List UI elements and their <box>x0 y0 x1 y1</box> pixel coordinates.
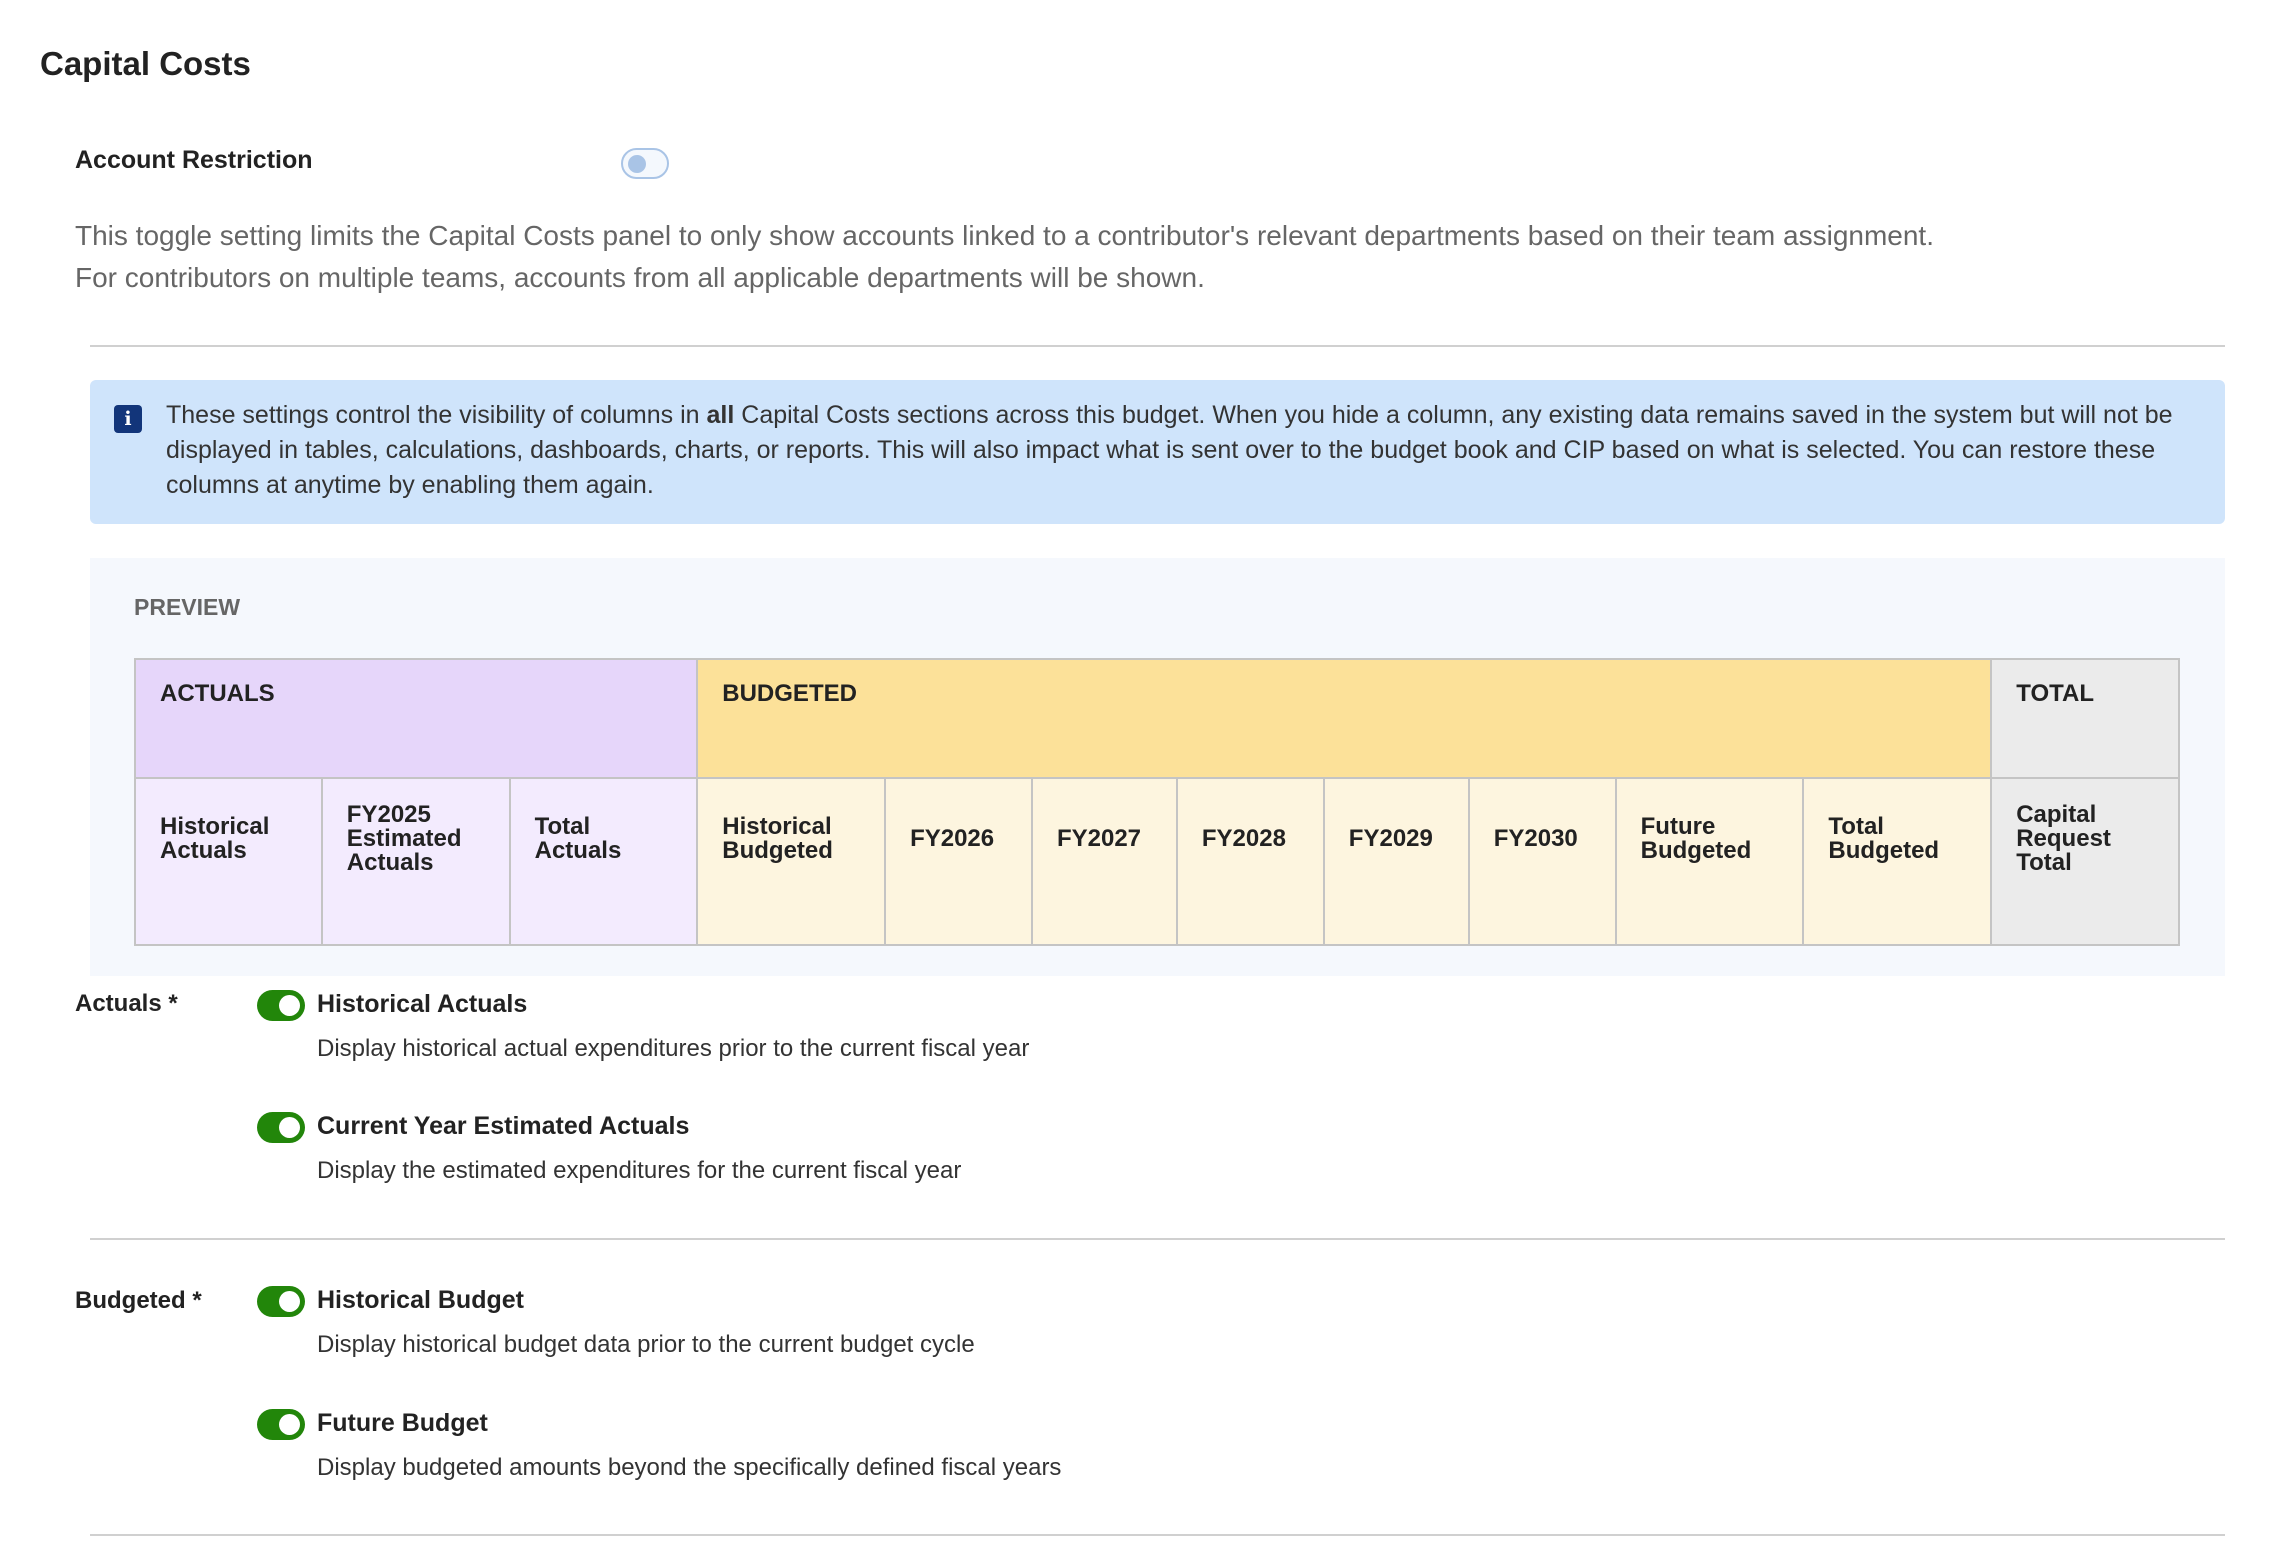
option-title: Future Budget <box>317 1409 488 1437</box>
toggle-knob <box>628 155 646 173</box>
column-header: Historical Budgeted <box>697 778 885 945</box>
description-line: For contributors on multiple teams, accounts from all applicable departments will be shown. <box>75 262 1205 293</box>
column-header-row <box>135 778 2179 945</box>
option-title: Historical Budget <box>317 1286 524 1314</box>
account-restriction-toggle[interactable] <box>621 148 669 179</box>
toggle-historical-actuals[interactable] <box>257 990 305 1021</box>
column-header: Capital Request Total <box>1991 778 2179 945</box>
group-total: TOTAL <box>1991 659 2179 778</box>
toggle-current-year-estimated-actuals[interactable] <box>257 1112 305 1143</box>
toggle-knob <box>279 1414 300 1435</box>
option-description: Display the estimated expenditures for the current fiscal year <box>317 1157 962 1184</box>
info-text-part: Capital Costs sections across this budget. When you hide a column, any existing data remains saved in the system but will not be displayed in tables, calculations, dashboards, charts, or reports. This will also impact what is sent over to the budget book and CIP based on what is selected. You can restore these columns at anytime by enabling them again. <box>166 401 2173 499</box>
toggle-historical-budget[interactable] <box>257 1286 305 1317</box>
preview-label: PREVIEW <box>134 594 241 620</box>
info-icon: i <box>114 405 142 433</box>
column-header: Historical Actuals <box>135 778 322 945</box>
info-text <box>166 398 2185 503</box>
account-restriction-label: Account Restriction <box>75 146 313 174</box>
option-description: Display historical actual expenditures prior to the current fiscal year <box>317 1035 1030 1062</box>
group-budgeted: BUDGETED <box>697 659 1991 778</box>
column-header: FY2029 <box>1324 778 1469 945</box>
toggle-knob <box>279 1117 300 1138</box>
toggle-knob <box>279 1291 300 1312</box>
account-restriction-description <box>75 215 2275 299</box>
group-header-row <box>135 659 2179 778</box>
column-header: Total Budgeted <box>1803 778 1991 945</box>
option-title: Historical Actuals <box>317 990 528 1018</box>
toggle-knob <box>279 995 300 1016</box>
preview-table <box>134 658 2180 946</box>
info-text-part: These settings control the visibility of columns in <box>166 401 707 429</box>
column-header: Total Actuals <box>510 778 698 945</box>
column-header: FY2025 Estimated Actuals <box>322 778 510 945</box>
preview-panel <box>90 558 2225 976</box>
divider <box>90 1534 2225 1536</box>
column-header: Future Budgeted <box>1616 778 1804 945</box>
toggle-future-budget[interactable] <box>257 1409 305 1440</box>
column-header: FY2030 <box>1469 778 1616 945</box>
option-description: Display budgeted amounts beyond the specifically defined fiscal years <box>317 1454 1062 1481</box>
divider <box>90 345 2225 347</box>
divider <box>90 1238 2225 1240</box>
section-label-actuals: Actuals * <box>75 990 178 1017</box>
column-header: FY2028 <box>1177 778 1324 945</box>
option-title: Current Year Estimated Actuals <box>317 1112 690 1140</box>
description-line: This toggle setting limits the Capital Costs panel to only show accounts linked to a contributor's relevant departments based on their team assignment. <box>75 220 1934 251</box>
info-banner <box>90 380 2225 524</box>
section-label-budgeted: Budgeted * <box>75 1287 202 1314</box>
column-header: FY2026 <box>885 778 1032 945</box>
column-header: FY2027 <box>1032 778 1177 945</box>
option-description: Display historical budget data prior to the current budget cycle <box>317 1331 975 1358</box>
group-actuals: ACTUALS <box>135 659 697 778</box>
info-text-bold: all <box>706 401 735 429</box>
page-title: Capital Costs <box>40 45 251 82</box>
